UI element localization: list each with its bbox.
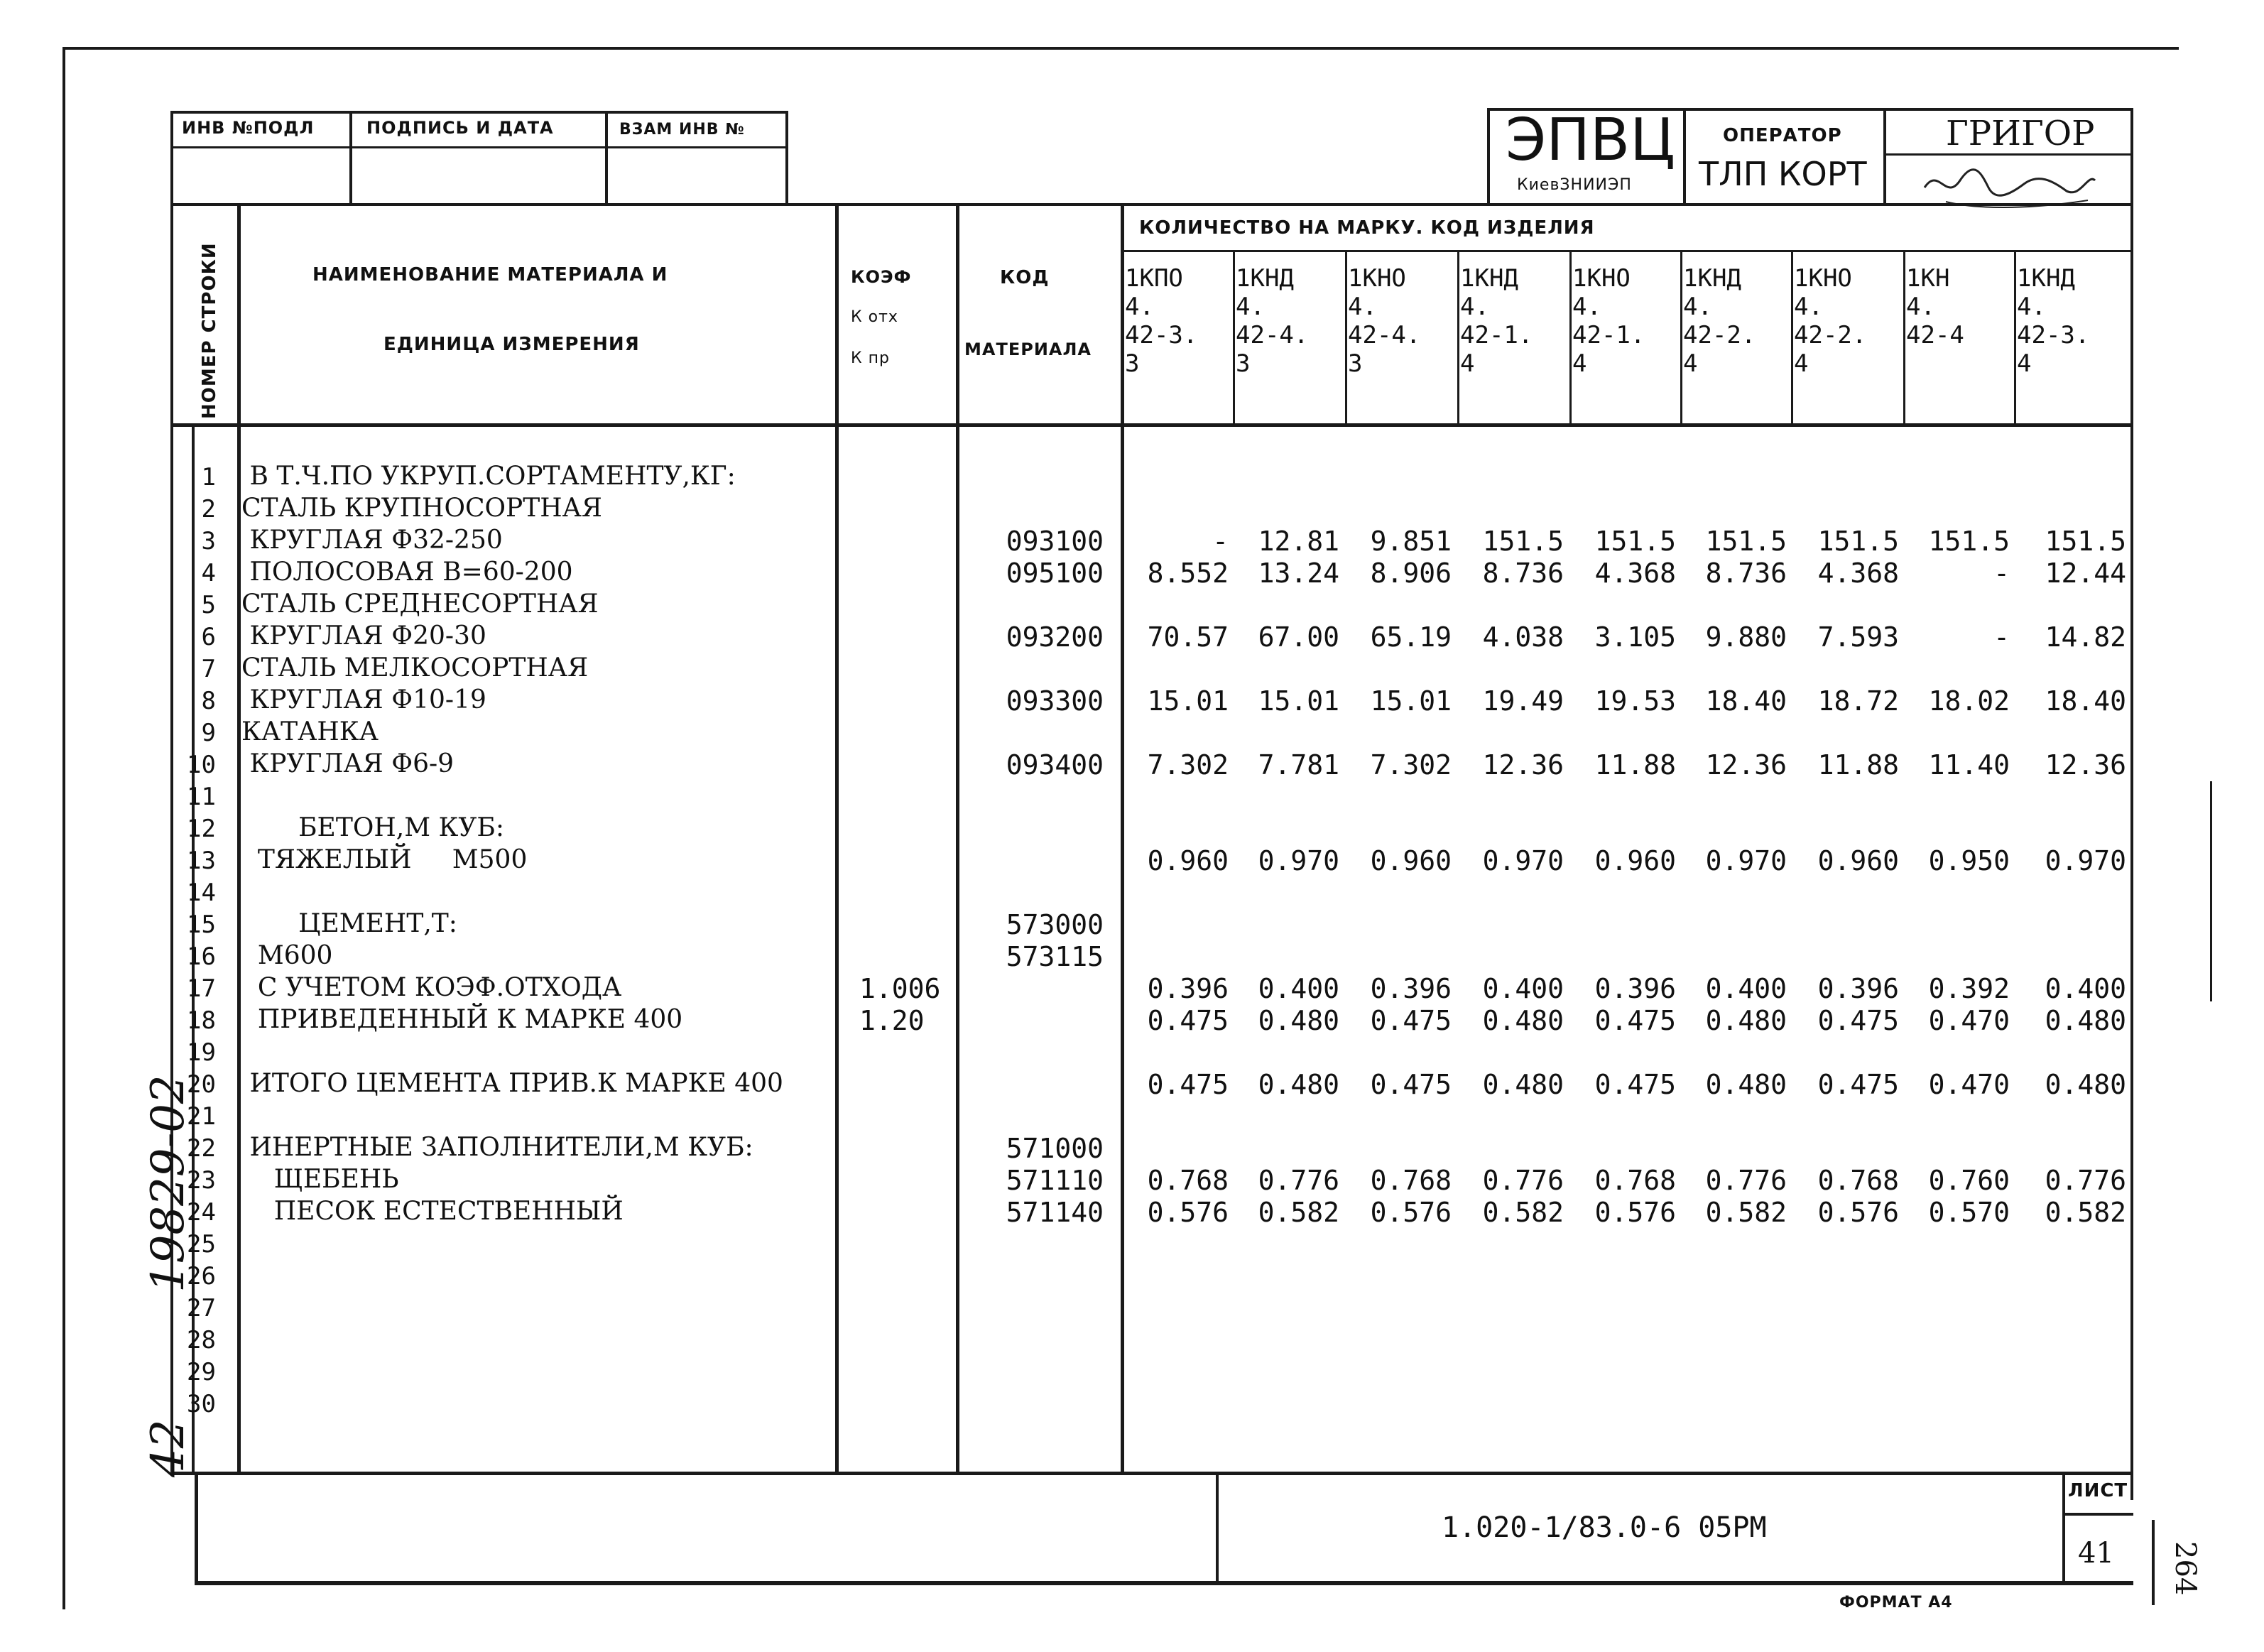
row-value-col-9: 18.40 — [2045, 685, 2126, 717]
row-number: 11 — [187, 783, 216, 811]
row-value-col-1: 0.475 — [1147, 1005, 1229, 1036]
product-column-6-l4: 4 — [1683, 349, 1698, 378]
product-column-3-l3: 42-4. — [1348, 321, 1421, 349]
row-number: 17 — [187, 974, 216, 1003]
org-stamp-name-line — [1883, 153, 2132, 156]
row-number: 16 — [187, 942, 216, 971]
row-number: 4 — [201, 559, 216, 587]
row-value-col-5: 0.475 — [1594, 1069, 1676, 1100]
row-material-name: С УЧЕТОМ КОЭФ.ОТХОДА — [241, 973, 622, 1002]
stamp-top-line — [170, 111, 788, 114]
row-number: 29 — [187, 1358, 216, 1386]
product-column-8-l3: 42-4 — [1906, 321, 1964, 349]
row-value-col-1: 8.552 — [1147, 558, 1229, 589]
row-value-col-5: 19.53 — [1594, 685, 1676, 717]
left-archive-number: 19829-02 — [142, 1075, 195, 1293]
row-value-col-4: 0.776 — [1482, 1165, 1564, 1196]
row-value-col-3: 0.768 — [1370, 1165, 1452, 1196]
row-value-col-3: 0.576 — [1370, 1197, 1452, 1228]
row-koef: 1.20 — [859, 1005, 925, 1036]
stamp-mid-line — [170, 146, 788, 148]
row-value-col-3: 0.396 — [1370, 973, 1452, 1004]
pcol-div-7 — [1903, 250, 1905, 425]
row-value-col-4: 0.970 — [1482, 845, 1564, 876]
row-value-col-9: 151.5 — [2045, 526, 2126, 557]
row-value-col-9: 12.36 — [2045, 749, 2126, 781]
header-bottom-line — [170, 423, 2133, 427]
row-value-col-5: 3.105 — [1594, 621, 1676, 653]
header-code-2: МАТЕРИАЛА — [964, 339, 1092, 359]
row-value-col-4: 19.49 — [1482, 685, 1564, 717]
row-material-name: СТАЛЬ СРЕДНЕСОРТНАЯ — [241, 589, 599, 619]
header-quantity: КОЛИЧЕСТВО НА МАРКУ. КОД ИЗДЕЛИЯ — [1139, 217, 1595, 239]
row-value-col-6: 0.400 — [1705, 973, 1787, 1004]
row-material-name: СТАЛЬ МЕЛКОСОРТНАЯ — [241, 653, 589, 683]
row-number: 22 — [187, 1134, 216, 1163]
header-koef-3: К пр — [851, 349, 890, 367]
row-value-col-1: 0.396 — [1147, 973, 1229, 1004]
product-column-9-l2: 4. — [2017, 293, 2046, 321]
row-value-col-8: - — [1993, 558, 2010, 589]
pcol-div-8 — [2014, 250, 2016, 425]
row-material-code: 095100 — [1006, 558, 1104, 589]
row-number: 15 — [187, 911, 216, 939]
row-material-name: ИНЕРТНЫЕ ЗАПОЛНИТЕЛИ,М КУБ: — [241, 1133, 753, 1162]
row-value-col-6: 8.736 — [1705, 558, 1787, 589]
org-sub: КиевЗНИИЭП — [1517, 176, 1632, 194]
row-value-col-1: 0.768 — [1147, 1165, 1229, 1196]
row-value-col-4: 151.5 — [1482, 526, 1564, 557]
product-column-5-l4: 4 — [1572, 349, 1587, 378]
row-number: 9 — [201, 719, 216, 747]
row-value-col-6: 9.880 — [1705, 621, 1787, 653]
row-value-col-4: 0.582 — [1482, 1197, 1564, 1228]
stamp-div-3 — [785, 111, 788, 203]
operator-name: ГРИГОР — [1946, 114, 2095, 153]
row-value-col-9: 0.480 — [2045, 1069, 2126, 1100]
row-value-col-7: 0.475 — [1817, 1069, 1899, 1100]
titleblock-left — [195, 1472, 198, 1585]
product-column-4-l2: 4. — [1460, 293, 1489, 321]
org-stamp-div-2 — [1883, 108, 1886, 203]
row-value-col-2: 15.01 — [1258, 685, 1339, 717]
row-value-col-5: 0.768 — [1594, 1165, 1676, 1196]
row-number: 2 — [201, 495, 216, 523]
table-top — [170, 203, 2133, 206]
row-value-col-3: 65.19 — [1370, 621, 1452, 653]
row-value-col-2: 0.970 — [1258, 845, 1339, 876]
row-value-col-8: 0.760 — [1928, 1165, 2010, 1196]
row-material-name: ПРИВЕДЕННЫЙ К МАРКЕ 400 — [241, 1005, 683, 1034]
product-column-3-l4: 3 — [1348, 349, 1363, 378]
row-number: 14 — [187, 879, 216, 907]
signature-mark — [1917, 159, 2102, 216]
row-material-code: 573115 — [1006, 941, 1104, 972]
row-value-col-7: 7.593 — [1817, 621, 1899, 653]
row-number: 5 — [201, 591, 216, 619]
row-material-code: 093100 — [1006, 526, 1104, 557]
row-material-name: СТАЛЬ КРУПНОСОРТНАЯ — [241, 494, 602, 523]
row-value-col-1: 7.302 — [1147, 749, 1229, 781]
row-value-col-6: 0.582 — [1705, 1197, 1787, 1228]
row-number: 7 — [201, 655, 216, 683]
row-value-col-8: 0.570 — [1928, 1197, 2010, 1228]
row-value-col-9: 0.582 — [2045, 1197, 2126, 1228]
row-value-col-4: 12.36 — [1482, 749, 1564, 781]
pcol-div-2 — [1345, 250, 1347, 425]
row-value-col-5: 4.368 — [1594, 558, 1676, 589]
row-value-col-2: 67.00 — [1258, 621, 1339, 653]
row-number: 13 — [187, 847, 216, 875]
product-column-5-l1: 1КНО — [1572, 264, 1631, 293]
stamp-div-2 — [605, 111, 608, 203]
row-value-col-5: 0.960 — [1594, 845, 1676, 876]
operator-label: ОПЕРАТОР — [1723, 125, 1842, 146]
row-value-col-4: 0.400 — [1482, 973, 1564, 1004]
sheet-label: ЛИСТ — [2068, 1480, 2128, 1501]
row-value-col-1: - — [1212, 526, 1229, 557]
row-number: 3 — [201, 527, 216, 555]
row-value-col-3: 7.302 — [1370, 749, 1452, 781]
sheet-box-left — [2062, 1472, 2065, 1585]
row-value-col-6: 0.480 — [1705, 1069, 1787, 1100]
product-column-1-l2: 4. — [1125, 293, 1154, 321]
row-value-col-7: 0.475 — [1817, 1005, 1899, 1036]
row-value-col-4: 0.480 — [1482, 1069, 1564, 1100]
titleblock-div — [1216, 1472, 1219, 1585]
product-column-7-l4: 4 — [1794, 349, 1809, 378]
stamp-left-line — [170, 111, 173, 203]
row-value-col-5: 0.576 — [1594, 1197, 1676, 1228]
row-value-col-3: 0.475 — [1370, 1069, 1452, 1100]
right-frame-line — [2130, 108, 2133, 1500]
row-value-col-9: 0.480 — [2045, 1005, 2126, 1036]
row-value-col-5: 11.88 — [1594, 749, 1676, 781]
product-column-5-l3: 42-1. — [1572, 321, 1645, 349]
row-value-col-8: 18.02 — [1928, 685, 2010, 717]
code-right-line — [1121, 203, 1124, 1474]
row-value-col-6: 0.776 — [1705, 1165, 1787, 1196]
product-column-7-l3: 42-2. — [1794, 321, 1867, 349]
pcol-div-4 — [1569, 250, 1572, 425]
product-column-7-l2: 4. — [1794, 293, 1823, 321]
header-code-1: КОД — [1000, 267, 1050, 288]
product-column-8-l1: 1КН — [1906, 264, 1950, 293]
product-column-1-l4: 3 — [1125, 349, 1140, 378]
row-value-col-3: 9.851 — [1370, 526, 1452, 557]
row-number: 19 — [187, 1038, 216, 1067]
sheet-box-mid — [2062, 1513, 2133, 1516]
row-value-col-2: 0.480 — [1258, 1005, 1339, 1036]
header-material-2: ЕДИНИЦА ИЗМЕРЕНИЯ — [383, 334, 640, 355]
name-right-line — [835, 203, 839, 1474]
left-page-number: 42 — [142, 1419, 195, 1477]
row-material-name: ТЯЖЕЛЫЙ М500 — [241, 845, 528, 874]
row-number: 12 — [187, 815, 216, 843]
row-value-col-8: 0.470 — [1928, 1069, 2010, 1100]
row-value-col-6: 0.480 — [1705, 1005, 1787, 1036]
row-material-name: ПОЛОСОВАЯ В=60-200 — [241, 558, 573, 587]
row-value-col-6: 0.970 — [1705, 845, 1787, 876]
product-column-6-l3: 42-2. — [1683, 321, 1756, 349]
row-value-col-2: 0.480 — [1258, 1069, 1339, 1100]
row-value-col-6: 18.40 — [1705, 685, 1787, 717]
row-number: 8 — [201, 687, 216, 715]
product-column-9-l1: 1КНД — [2017, 264, 2075, 293]
product-column-6-l1: 1КНД — [1683, 264, 1741, 293]
row-material-name: КРУГЛАЯ Ф6-9 — [241, 749, 455, 778]
row-value-col-6: 151.5 — [1705, 526, 1787, 557]
row-value-col-2: 13.24 — [1258, 558, 1339, 589]
row-number: 24 — [187, 1198, 216, 1227]
side-mark-line — [2152, 1520, 2155, 1605]
stamp-div-1 — [349, 111, 352, 203]
row-number: 26 — [187, 1262, 216, 1290]
row-material-code: 571000 — [1006, 1133, 1104, 1164]
row-value-col-3: 8.906 — [1370, 558, 1452, 589]
operator-value: ТЛП КОРТ — [1699, 155, 1867, 193]
row-value-col-8: 0.470 — [1928, 1005, 2010, 1036]
outer-top-border — [62, 47, 2179, 50]
product-column-3-l2: 4. — [1348, 293, 1377, 321]
product-column-9-l4: 4 — [2017, 349, 2032, 378]
row-value-col-7: 4.368 — [1817, 558, 1899, 589]
sheet-number: 41 — [2078, 1537, 2114, 1570]
row-value-col-1: 15.01 — [1147, 685, 1229, 717]
stamp-inv-podl: ИНВ №ПОДЛ — [182, 118, 315, 138]
row-material-code: 093200 — [1006, 621, 1104, 653]
product-column-7-l1: 1КНО — [1794, 264, 1852, 293]
row-number: 28 — [187, 1326, 216, 1354]
row-number: 25 — [187, 1230, 216, 1259]
product-column-5-l2: 4. — [1572, 293, 1601, 321]
rownum-right-line — [237, 203, 241, 1474]
row-number: 27 — [187, 1294, 216, 1322]
product-column-4-l1: 1КНД — [1460, 264, 1518, 293]
row-value-col-7: 0.960 — [1817, 845, 1899, 876]
row-value-col-2: 12.81 — [1258, 526, 1339, 557]
row-value-col-7: 18.72 — [1817, 685, 1899, 717]
product-column-6-l2: 4. — [1683, 293, 1712, 321]
pcol-div-3 — [1457, 250, 1459, 425]
row-value-col-4: 8.736 — [1482, 558, 1564, 589]
row-value-col-5: 151.5 — [1594, 526, 1676, 557]
row-value-col-3: 0.475 — [1370, 1005, 1452, 1036]
header-row-number: НОМЕР СТРОКИ — [199, 242, 220, 419]
row-value-col-4: 4.038 — [1482, 621, 1564, 653]
right-edge-line — [2210, 781, 2212, 1001]
row-material-code: 573000 — [1006, 909, 1104, 940]
row-value-col-9: 0.970 — [2045, 845, 2126, 876]
product-column-2-l2: 4. — [1236, 293, 1265, 321]
row-number: 6 — [201, 623, 216, 651]
product-column-9-l3: 42-3. — [2017, 321, 2090, 349]
outer-left-border — [62, 47, 65, 1609]
product-column-4-l4: 4 — [1460, 349, 1475, 378]
row-value-col-8: 11.40 — [1928, 749, 2010, 781]
row-value-col-3: 0.960 — [1370, 845, 1452, 876]
row-material-name: КАТАНКА — [241, 717, 379, 746]
stamp-podpis: ПОДПИСЬ И ДАТА — [366, 118, 554, 138]
row-material-name: ИТОГО ЦЕМЕНТА ПРИВ.К МАРКЕ 400 — [241, 1069, 783, 1098]
product-column-2-l1: 1КНД — [1236, 264, 1294, 293]
row-material-name: ЦЕМЕНТ,Т: — [241, 909, 457, 938]
row-value-col-1: 0.475 — [1147, 1069, 1229, 1100]
row-material-name: ПЕСОК ЕСТЕСТВЕННЫЙ — [241, 1197, 624, 1226]
row-value-col-7: 0.396 — [1817, 973, 1899, 1004]
row-value-col-2: 0.776 — [1258, 1165, 1339, 1196]
row-koef: 1.006 — [859, 973, 941, 1004]
row-number: 30 — [187, 1390, 216, 1418]
row-material-code: 571110 — [1006, 1165, 1104, 1196]
format-label: ФОРМАТ А4 — [1839, 1594, 1953, 1612]
product-column-8-l2: 4. — [1906, 293, 1935, 321]
row-value-col-9: 0.776 — [2045, 1165, 2126, 1196]
titleblock-top — [195, 1472, 2133, 1475]
row-value-col-9: 12.44 — [2045, 558, 2126, 589]
row-value-col-8: 0.950 — [1928, 845, 2010, 876]
row-number: 21 — [187, 1102, 216, 1131]
row-number: 18 — [187, 1006, 216, 1035]
header-koef-2: К отх — [851, 308, 898, 326]
row-value-col-1: 70.57 — [1147, 621, 1229, 653]
quantity-sub-line — [1122, 250, 2133, 252]
row-value-col-2: 0.400 — [1258, 973, 1339, 1004]
side-number: 264 — [2169, 1541, 2202, 1596]
row-number: 23 — [187, 1166, 216, 1195]
row-number: 20 — [187, 1070, 216, 1099]
row-value-col-8: 0.392 — [1928, 973, 2010, 1004]
row-number: 10 — [187, 751, 216, 779]
row-value-col-2: 7.781 — [1258, 749, 1339, 781]
koef-right-line — [956, 203, 959, 1474]
product-column-2-l4: 3 — [1236, 349, 1251, 378]
product-column-1-l3: 42-3. — [1125, 321, 1198, 349]
product-column-3-l1: 1КНО — [1348, 264, 1406, 293]
row-material-code: 093400 — [1006, 749, 1104, 781]
row-material-name: ЩЕБЕНЬ — [241, 1165, 399, 1194]
row-value-col-8: - — [1993, 621, 2010, 653]
pcol-div-6 — [1791, 250, 1793, 425]
row-value-col-2: 0.582 — [1258, 1197, 1339, 1228]
org-stamp-left — [1487, 108, 1490, 203]
row-value-col-7: 0.576 — [1817, 1197, 1899, 1228]
row-material-name: КРУГЛАЯ Ф32-250 — [241, 526, 503, 555]
row-material-name: БЕТОН,М КУБ: — [241, 813, 504, 842]
row-value-col-9: 14.82 — [2045, 621, 2126, 653]
row-value-col-9: 0.400 — [2045, 973, 2126, 1004]
doc-code: 1.020-1/83.0-6 05PM — [1442, 1511, 1767, 1544]
row-value-col-3: 15.01 — [1370, 685, 1452, 717]
row-number: 1 — [201, 463, 216, 491]
pcol-div-5 — [1680, 250, 1682, 425]
header-material-1: НАИМЕНОВАНИЕ МАТЕРИАЛА И — [312, 264, 668, 286]
row-value-col-6: 12.36 — [1705, 749, 1787, 781]
product-column-1-l1: 1КПО — [1125, 264, 1183, 293]
row-value-col-7: 0.768 — [1817, 1165, 1899, 1196]
row-value-col-5: 0.475 — [1594, 1005, 1676, 1036]
product-column-4-l3: 42-1. — [1460, 321, 1533, 349]
row-material-name: В Т.Ч.ПО УКРУП.СОРТАМЕНТУ,КГ: — [241, 462, 736, 491]
row-value-col-1: 0.576 — [1147, 1197, 1229, 1228]
row-value-col-4: 0.480 — [1482, 1005, 1564, 1036]
product-column-2-l3: 42-4. — [1236, 321, 1309, 349]
org-main: ЭПВЦ — [1506, 107, 1675, 174]
row-value-col-1: 0.960 — [1147, 845, 1229, 876]
row-material-name: КРУГЛАЯ Ф20-30 — [241, 621, 486, 651]
row-value-col-7: 151.5 — [1817, 526, 1899, 557]
org-stamp-div-1 — [1683, 108, 1686, 203]
pcol-div-1 — [1233, 250, 1235, 425]
titleblock-bottom — [195, 1581, 2133, 1585]
row-value-col-5: 0.396 — [1594, 973, 1676, 1004]
row-material-code: 571140 — [1006, 1197, 1104, 1228]
row-material-name: КРУГЛАЯ Ф10-19 — [241, 685, 486, 714]
row-value-col-7: 11.88 — [1817, 749, 1899, 781]
row-value-col-8: 151.5 — [1928, 526, 2010, 557]
row-material-name: М600 — [241, 941, 333, 970]
row-material-code: 093300 — [1006, 685, 1104, 717]
stamp-vzam: ВЗАМ ИНВ № — [619, 121, 745, 138]
header-koef-1: КОЭФ — [851, 267, 912, 287]
